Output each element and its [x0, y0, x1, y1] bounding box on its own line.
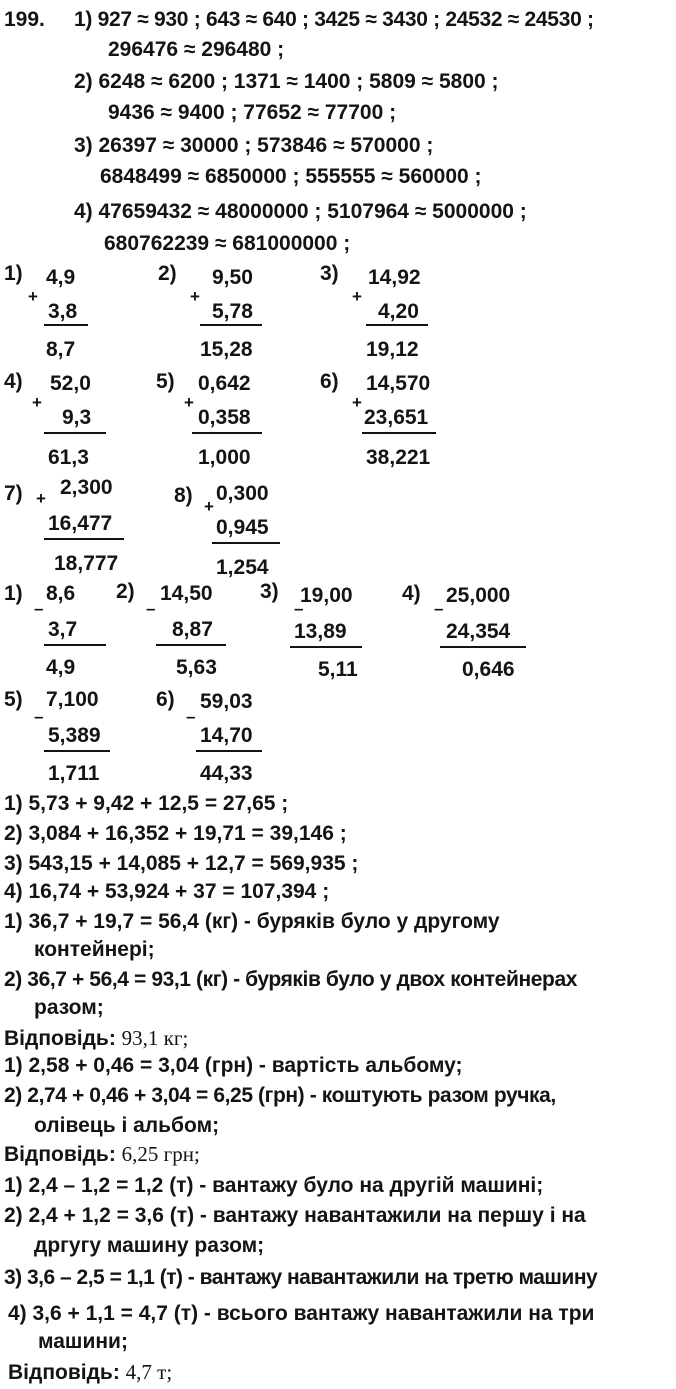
add-1-a: 4,9 — [46, 266, 76, 289]
sum-line-2: 2) 3,084 + 16,352 + 19,71 = 39,146 ; — [4, 822, 347, 845]
sub-3-rule — [290, 646, 362, 648]
cargo-line-4: 3) 3,6 – 2,5 = 1,1 (т) - вантажу навантажили на третю машину — [4, 1266, 598, 1289]
add-6-rule — [362, 432, 436, 434]
add-8-a: 0,300 — [216, 482, 269, 505]
album-line-2: 2) 2,74 + 0,46 + 3,04 = 6,25 (грн) - коштують разом ручка, — [4, 1084, 556, 1107]
answer-label: Відповідь: — [4, 1027, 116, 1050]
plus-sign-5: + — [184, 393, 194, 412]
album-line-3: олівець і альбом; — [34, 1114, 220, 1137]
add-8-b: 0,945 — [216, 516, 269, 539]
sub-4-rule — [440, 646, 526, 648]
sub-6-r: 44,33 — [200, 762, 253, 785]
cargo-line-2: 2) 2,4 + 1,2 = 3,6 (т) - вантажу навантажили на першу і на — [4, 1204, 586, 1227]
minus-sign-5: – — [34, 707, 44, 726]
sub-2-b: 8,87 — [172, 618, 213, 641]
add-5-b: 0,358 — [198, 406, 251, 429]
cargo-answer — [8, 1360, 172, 1385]
sub-label-6: 6) — [156, 688, 175, 711]
sub-label-1: 1) — [4, 582, 23, 605]
beets-line-4: разом; — [34, 996, 104, 1019]
sub-3-b: 13,89 — [294, 620, 347, 643]
sub-6-rule — [196, 750, 262, 752]
approx-line-2: 296476 ≈ 296480 ; — [108, 38, 285, 61]
add-8-r: 1,254 — [216, 556, 269, 579]
add-6-a: 14,570 — [366, 372, 431, 395]
problem-number: 199. — [4, 8, 45, 31]
answer-value: 6,25 грн; — [121, 1142, 200, 1166]
sub-label-2: 2) — [116, 580, 135, 603]
approx-line-5: 3) 26397 ≈ 30000 ; 573846 ≈ 570000 ; — [74, 134, 434, 157]
sub-6-b: 14,70 — [200, 724, 253, 747]
approx-line-6: 6848499 ≈ 6850000 ; 555555 ≈ 560000 ; — [100, 165, 482, 188]
approx-line-7: 4) 47659432 ≈ 48000000 ; 5107964 ≈ 5000000 ; — [74, 200, 527, 223]
add-2-a: 9,50 — [212, 266, 253, 289]
album-line-1: 1) 2,58 + 0,46 = 3,04 (грн) - вартість альбому; — [4, 1054, 463, 1077]
plus-sign-4: + — [32, 393, 42, 412]
plus-sign-3: + — [352, 287, 362, 306]
sub-1-r: 4,9 — [46, 656, 76, 679]
sub-1-b: 3,7 — [48, 618, 78, 641]
add-label-4: 4) — [4, 370, 23, 393]
plus-sign-6: + — [352, 393, 362, 412]
add-8-rule — [212, 542, 280, 544]
sum-line-4: 4) 16,74 + 53,924 + 37 = 107,394 ; — [4, 880, 330, 903]
sub-3-a: 19,00 — [300, 584, 353, 607]
answer-label: Відповідь: — [8, 1361, 120, 1384]
sub-6-a: 59,03 — [200, 690, 253, 713]
add-4-rule — [44, 432, 106, 434]
add-6-r: 38,221 — [366, 446, 431, 469]
add-5-r: 1,000 — [198, 446, 251, 469]
answer-value: 4,7 т; — [125, 1360, 173, 1384]
add-3-b: 4,20 — [378, 300, 419, 323]
cargo-line-3: дргугу машину разом; — [34, 1234, 265, 1257]
add-2-rule — [200, 324, 262, 326]
add-2-b: 5,78 — [212, 300, 253, 323]
sub-4-r: 0,646 — [462, 658, 515, 681]
sub-2-rule — [156, 644, 226, 646]
beets-line-3: 2) 36,7 + 56,4 = 93,1 (кг) - буряків було у двох контейнерах — [4, 968, 578, 991]
add-1-r: 8,7 — [46, 338, 76, 361]
sub-3-r: 5,11 — [318, 658, 358, 681]
minus-sign-1: – — [34, 599, 44, 618]
approx-line-4: 9436 ≈ 9400 ; 77652 ≈ 77700 ; — [108, 101, 397, 124]
sub-5-b: 5,389 — [48, 724, 101, 747]
sub-4-b: 24,354 — [446, 620, 511, 643]
sub-2-a: 14,50 — [160, 582, 213, 605]
approx-line-3: 2) 6248 ≈ 6200 ; 1371 ≈ 1400 ; 5809 ≈ 5800 ; — [74, 70, 499, 93]
add-1-b: 3,8 — [48, 300, 78, 323]
add-label-8: 8) — [174, 484, 193, 507]
plus-sign-1: + — [28, 287, 38, 306]
minus-sign-6: – — [186, 707, 196, 726]
sub-5-a: 7,100 — [46, 688, 99, 711]
answer-label: Відповідь: — [4, 1143, 116, 1166]
add-1-rule — [44, 324, 88, 326]
sub-1-rule — [44, 644, 106, 646]
sub-5-r: 1,711 — [48, 762, 100, 785]
sum-line-1: 1) 5,73 + 9,42 + 12,5 = 27,65 ; — [4, 792, 289, 815]
add-7-r: 18,777 — [54, 552, 119, 575]
beets-line-1: 1) 36,7 + 19,7 = 56,4 (кг) - буряків було у другому — [4, 910, 500, 933]
add-7-b: 16,477 — [48, 512, 113, 535]
approx-line-8: 680762239 ≈ 681000000 ; — [104, 232, 351, 255]
sub-label-3: 3) — [260, 580, 279, 603]
sub-label-5: 5) — [4, 688, 23, 711]
add-2-r: 15,28 — [200, 338, 253, 361]
approx-line-1: 1) 927 ≈ 930 ; 643 ≈ 640 ; 3425 ≈ 3430 ; 24532 ≈ 24530 ; — [74, 8, 594, 31]
sub-2-r: 5,63 — [176, 656, 217, 679]
add-label-2: 2) — [158, 262, 177, 285]
beets-line-2: контейнері; — [34, 938, 155, 961]
add-7-a: 2,300 — [60, 476, 113, 499]
add-label-1: 1) — [4, 262, 23, 285]
cargo-line-1: 1) 2,4 – 1,2 = 1,2 (т) - вантажу було на другій машині; — [4, 1174, 544, 1197]
add-label-5: 5) — [156, 370, 175, 393]
minus-sign-2: – — [146, 599, 156, 618]
add-label-6: 6) — [320, 370, 339, 393]
plus-sign-2: + — [190, 287, 200, 306]
add-4-b: 9,3 — [62, 406, 92, 429]
minus-sign-3: – — [294, 599, 304, 618]
add-4-r: 61,3 — [48, 446, 89, 469]
cargo-line-6: машини; — [38, 1330, 128, 1353]
add-4-a: 52,0 — [50, 372, 91, 395]
plus-sign-8: + — [204, 497, 214, 516]
add-3-a: 14,92 — [368, 266, 421, 289]
answer-value: 93,1 кг; — [121, 1026, 189, 1050]
sub-label-4: 4) — [402, 582, 421, 605]
beets-answer — [4, 1026, 188, 1051]
plus-sign-7: + — [36, 489, 46, 508]
sub-4-a: 25,000 — [446, 584, 511, 607]
minus-sign-4: – — [434, 599, 444, 618]
add-label-7: 7) — [4, 482, 23, 505]
add-5-a: 0,642 — [198, 372, 251, 395]
album-answer — [4, 1142, 200, 1167]
sub-1-a: 8,6 — [46, 582, 76, 605]
add-5-rule — [192, 432, 262, 434]
sub-5-rule — [44, 750, 110, 752]
add-6-b: 23,651 — [364, 406, 429, 429]
add-label-3: 3) — [320, 262, 339, 285]
cargo-line-5: 4) 3,6 + 1,1 = 4,7 (т) - всього вантажу навантажили на три — [8, 1302, 595, 1325]
add-3-r: 19,12 — [366, 338, 419, 361]
add-3-rule — [366, 324, 428, 326]
add-7-rule — [44, 538, 124, 540]
sum-line-3: 3) 543,15 + 14,085 + 12,7 = 569,935 ; — [4, 852, 359, 875]
